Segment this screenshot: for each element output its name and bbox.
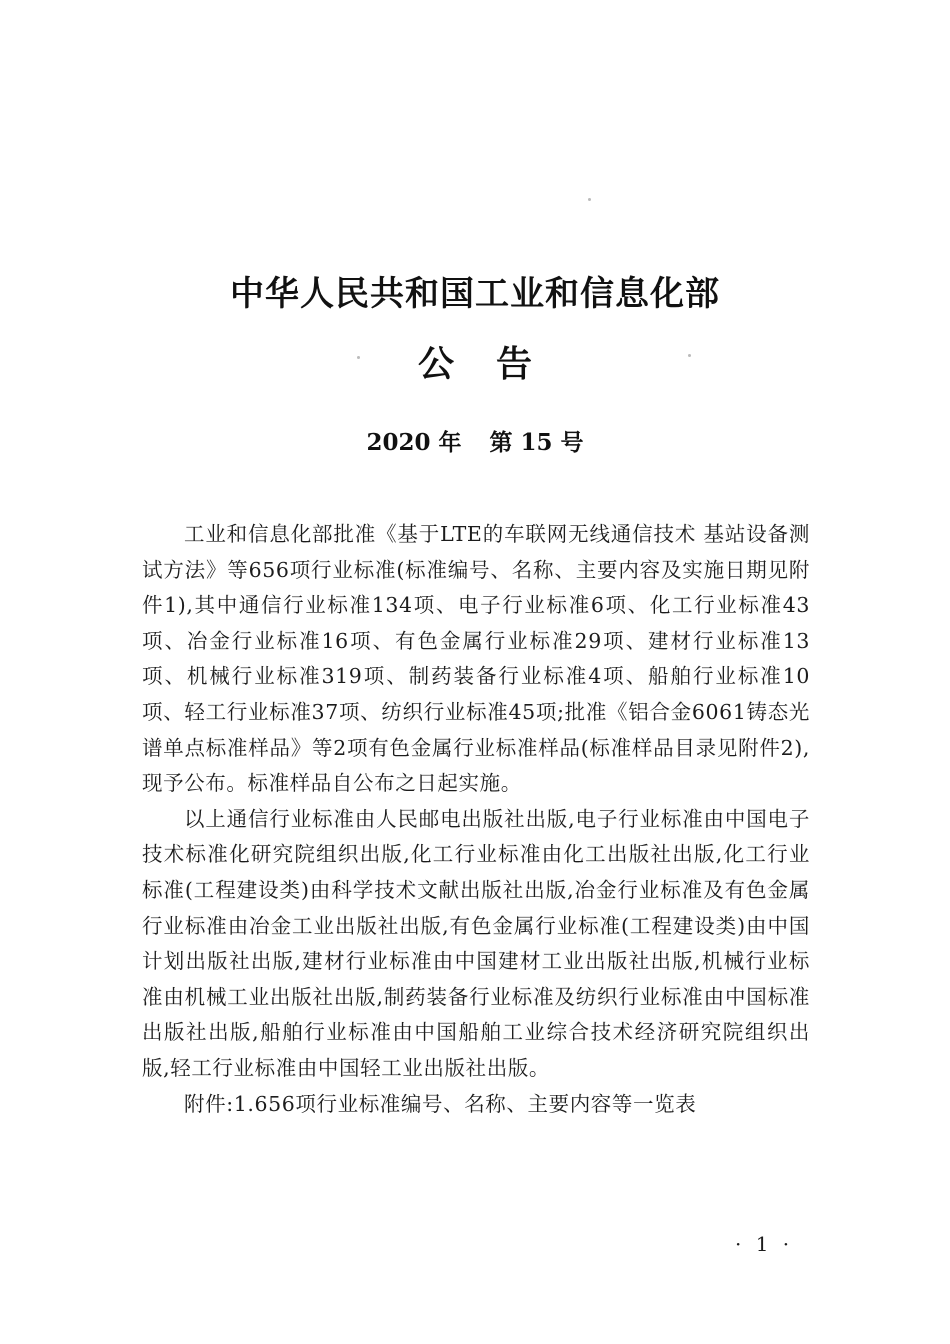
announcement-body bbox=[142, 517, 810, 1122]
announcement-number bbox=[0, 424, 950, 457]
announcement-year: 2020 年 bbox=[366, 429, 462, 456]
document-type-title: 公告 bbox=[417, 344, 574, 385]
page-number: · 1 · bbox=[735, 1232, 794, 1256]
issuing-organization: 中华人民共和国工业和信息化部 bbox=[230, 274, 720, 314]
announcement-issue: 第 15 号 bbox=[489, 429, 584, 456]
scan-speck bbox=[588, 198, 591, 201]
attachment-line: 附件:1.656项行业标准编号、名称、主要内容等一览表 bbox=[184, 1091, 697, 1116]
body-paragraph-publishers: 以上通信行业标准由人民邮电出版社出版,电子行业标准由中国电子技术标准化研究院组织出版,化工行业标准由化工出版社出版,化工行业标准(工程建设类)由科学技术文献出版社出版,冶金行业标准及有色金属行业标准由冶金工业出版社出版,有色金属行业标准(工程建设类)由中国计划出版社出版,建材行业标准由中国建材工业出版社出版,机械行业标准由机械工业出版社出版,制药装备行业标准及纺织行业标准由中国标准出版社出版,船舶行业标准由中国船舶工业综合技术经济研究院组织出版,轻工行业标准由中国轻工业出版社出版。 bbox=[142, 806, 810, 1080]
body-paragraph-approval: 工业和信息化部批准《基于LTE的车联网无线通信技术 基站设备测试方法》等656项行业标准(标准编号、名称、主要内容及实施日期见附件1),其中通信行业标准134项、电子行业标准6项、化工行业标准43项、冶金行业标准16项、有色金属行业标准29项、建材行业标准13项、机械行业标准319项、制药装备行业标准4项、船舶行业标准10项、轻工行业标准37项、纺织行业标准45项;批准《铝合金6061铸态光谱单点标准样品》等2项有色金属行业标准样品(标准样品目录见附件2),现予公布。标准样品自公布之日起实施。 bbox=[142, 522, 810, 796]
